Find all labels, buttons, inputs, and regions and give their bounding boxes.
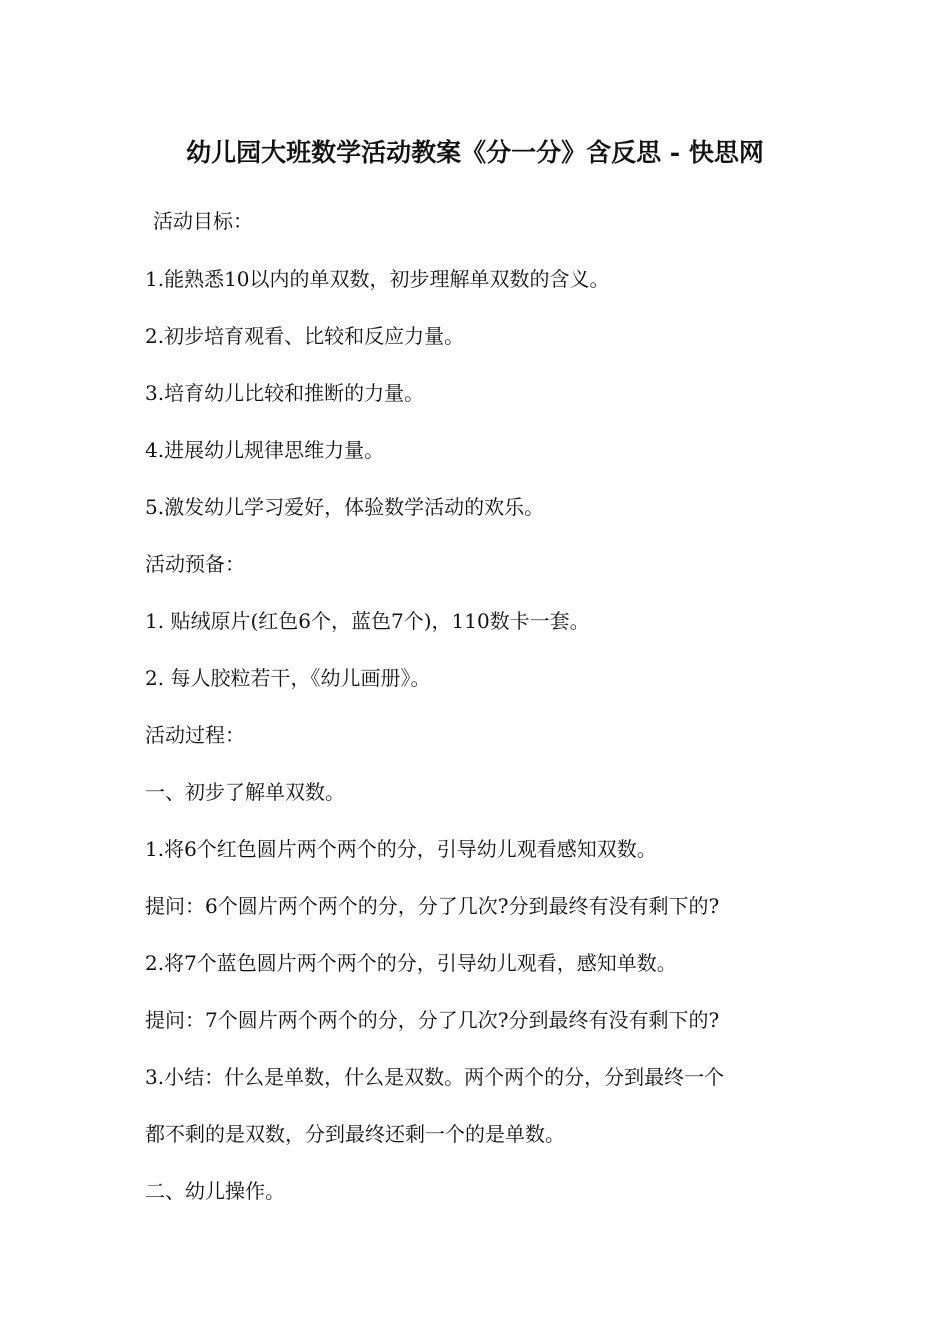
paragraph: 一、初步了解单双数。 xyxy=(145,780,345,804)
paragraph: 2. 每人胶粒若干，《幼儿画册》。 xyxy=(145,666,431,690)
paragraph: 2.将7个蓝色圆片两个两个的分，引导幼儿观看，感知单数。 xyxy=(145,951,677,975)
paragraph: 4.进展幼儿规律思维力量。 xyxy=(145,438,385,462)
paragraph: 5.激发幼儿学习爱好，体验数学活动的欢乐。 xyxy=(145,495,545,519)
paragraph: 3.小结：什么是单数，什么是双数。两个两个的分，分到最终一个 xyxy=(145,1065,725,1089)
section-heading-preparation: 活动预备： xyxy=(145,552,245,576)
section-heading-goals: 活动目标： xyxy=(153,209,253,233)
document-title: 幼儿园大班数学活动教案《分一分》含反思 - 快思网 xyxy=(186,138,764,167)
paragraph: 1. 贴绒原片(红色6个，蓝色7个)，110数卡一套。 xyxy=(145,609,590,633)
paragraph: 3.培育幼儿比较和推断的力量。 xyxy=(145,381,425,405)
section-heading-process: 活动过程： xyxy=(145,723,245,747)
paragraph: 提问：6个圆片两个两个的分，分了几次?分到最终有没有剩下的? xyxy=(145,894,720,918)
paragraph: 提问：7个圆片两个两个的分，分了几次?分到最终有没有剩下的? xyxy=(145,1008,720,1032)
paragraph: 1.能熟悉10以内的单双数，初步理解单双数的含义。 xyxy=(145,267,610,291)
paragraph: 都不剩的是双数，分到最终还剩一个的是单数。 xyxy=(145,1122,565,1146)
paragraph: 1.将6个红色圆片两个两个的分，引导幼儿观看感知双数。 xyxy=(145,837,657,861)
paragraph: 2.初步培育观看、比较和反应力量。 xyxy=(145,324,465,348)
paragraph: 二、幼儿操作。 xyxy=(145,1179,285,1203)
